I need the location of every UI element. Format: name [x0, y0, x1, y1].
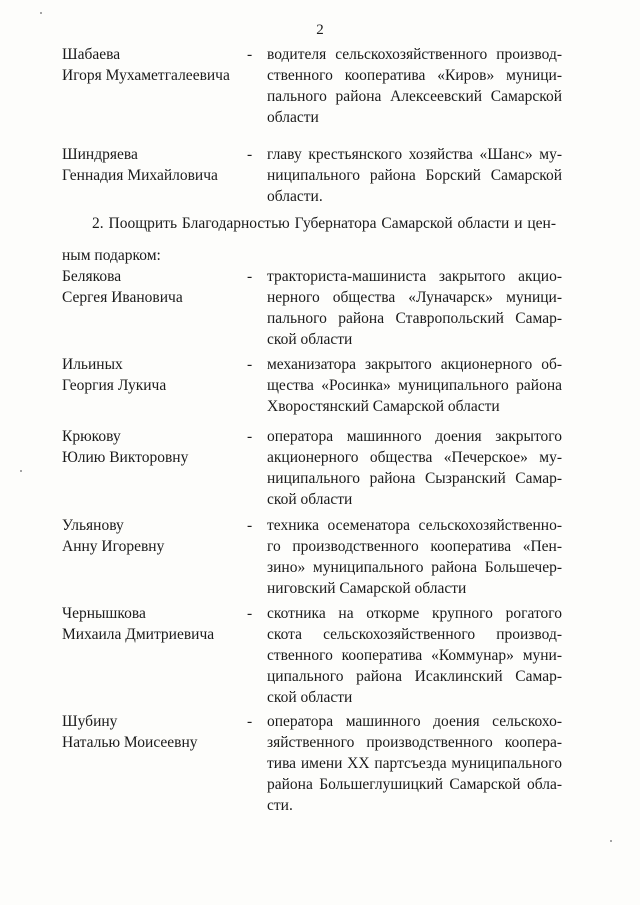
- dash: -: [247, 517, 253, 534]
- page-number: 2: [316, 22, 324, 38]
- recipient-position: [267, 603, 562, 708]
- recipient-name: [62, 266, 247, 350]
- position-line: ственного кооператива «Киров» муници-: [267, 67, 562, 84]
- recipient-name: [62, 515, 247, 599]
- surname: Шубину: [62, 713, 118, 730]
- position-line: ской области: [267, 331, 353, 348]
- surname: Шиндряева: [62, 146, 138, 163]
- award-entry: [62, 603, 562, 708]
- position-line: ниципального района Сызранский Самар-: [267, 470, 562, 487]
- surname: Крюкову: [62, 428, 121, 445]
- award-entry: [62, 711, 562, 816]
- surname: Ильиных: [62, 356, 123, 373]
- award-entry: [62, 515, 562, 599]
- given-names: Георгия Лукича: [62, 377, 167, 394]
- dash: -: [247, 268, 253, 285]
- given-names: Наталью Моисеевну: [62, 734, 198, 751]
- position-line: го производственного кооператива «Пен-: [267, 538, 562, 555]
- position-line: щества «Росинка» муниципального района: [267, 377, 562, 394]
- surname: Ульянову: [62, 517, 124, 534]
- paragraph-line: 2. Поощрить Благодарностью Губернатора Самарской области и цен-: [92, 215, 556, 232]
- scan-speck: [40, 12, 42, 14]
- position-line: пального района Ставропольский Самар-: [267, 310, 562, 327]
- recipient-name: [62, 603, 247, 708]
- recipient-position: [267, 144, 562, 207]
- position-line: ниговский Самарской области: [267, 580, 467, 597]
- recipient-position: [267, 44, 562, 128]
- position-line: тракториста-машиниста закрытого акцио-: [267, 268, 562, 285]
- recipient-name: [62, 426, 247, 510]
- scan-speck: [20, 470, 22, 472]
- award-entry: [62, 44, 562, 128]
- position-line: пального района Алексеевский Самарской: [267, 88, 562, 105]
- section-paragraph: [62, 213, 556, 266]
- position-line: нерного общества «Луначарск» муници-: [267, 289, 562, 306]
- recipient-position: [267, 711, 562, 816]
- position-line: оператора машинного доения закрытого: [267, 428, 562, 445]
- recipient-name: [62, 144, 247, 207]
- dash: -: [247, 713, 253, 730]
- position-line: оператора машинного доения сельскохо-: [267, 713, 562, 730]
- position-line: ственного кооператива «Коммунар» муни-: [267, 647, 562, 664]
- surname: Шабаева: [62, 46, 121, 63]
- recipient-name: [62, 711, 247, 816]
- award-entry: [62, 266, 562, 350]
- position-line: скотника на откорме крупного рогатого: [267, 605, 562, 622]
- position-line: тива имени XX партсъезда муниципального: [267, 755, 562, 772]
- surname: Белякова: [62, 268, 122, 285]
- given-names: Геннадия Михайловича: [62, 167, 218, 184]
- given-names: Игоря Мухаметгалеевича: [62, 67, 230, 84]
- position-line: водителя сельскохозяйственного производ-: [267, 46, 562, 63]
- given-names: Михаила Дмитриевича: [62, 626, 215, 643]
- position-line: ниципального района Борский Самарской: [267, 167, 562, 184]
- dash: -: [247, 46, 253, 63]
- given-names: Юлию Викторовну: [62, 449, 189, 466]
- dash: -: [247, 146, 253, 163]
- dash: -: [247, 428, 253, 445]
- recipient-position: [267, 266, 562, 350]
- given-names: Сергея Ивановича: [62, 289, 183, 306]
- award-entry: [62, 354, 562, 417]
- position-line: Хворостянский Самарской области: [267, 398, 500, 415]
- position-line: района Большеглушицкий Самарской обла-: [267, 776, 562, 793]
- position-line: ской области: [267, 491, 353, 508]
- recipient-name: [62, 354, 247, 417]
- scan-speck: [610, 840, 612, 842]
- position-line: сти.: [267, 797, 293, 814]
- position-line: механизатора закрытого акционерного об-: [267, 356, 562, 373]
- surname: Чернышкова: [62, 605, 146, 622]
- position-line: главу крестьянского хозяйства «Шанс» му-: [267, 146, 562, 163]
- position-line: акционерного общества «Печерское» му-: [267, 449, 562, 466]
- award-entry: [62, 144, 562, 207]
- recipient-position: [267, 426, 562, 510]
- position-line: ской области: [267, 689, 353, 706]
- recipient-position: [267, 515, 562, 599]
- position-line: скота сельскохозяйственного производ-: [267, 626, 562, 643]
- position-line: ципального района Исаклинский Самар-: [267, 668, 562, 685]
- position-line: зяйственного производственного коопера-: [267, 734, 562, 751]
- recipient-name: [62, 44, 247, 128]
- paragraph-line: ным подарком:: [62, 247, 161, 264]
- dash: -: [247, 356, 253, 373]
- position-line: техника осеменатора сельскохозяйственно-: [267, 517, 562, 534]
- dash: -: [247, 605, 253, 622]
- award-entry: [62, 426, 562, 510]
- given-names: Анну Игоревну: [62, 538, 165, 555]
- recipient-position: [267, 354, 562, 417]
- position-line: области: [267, 109, 319, 126]
- position-line: области.: [267, 188, 323, 205]
- position-line: зино» муниципального района Большечер-: [267, 559, 562, 576]
